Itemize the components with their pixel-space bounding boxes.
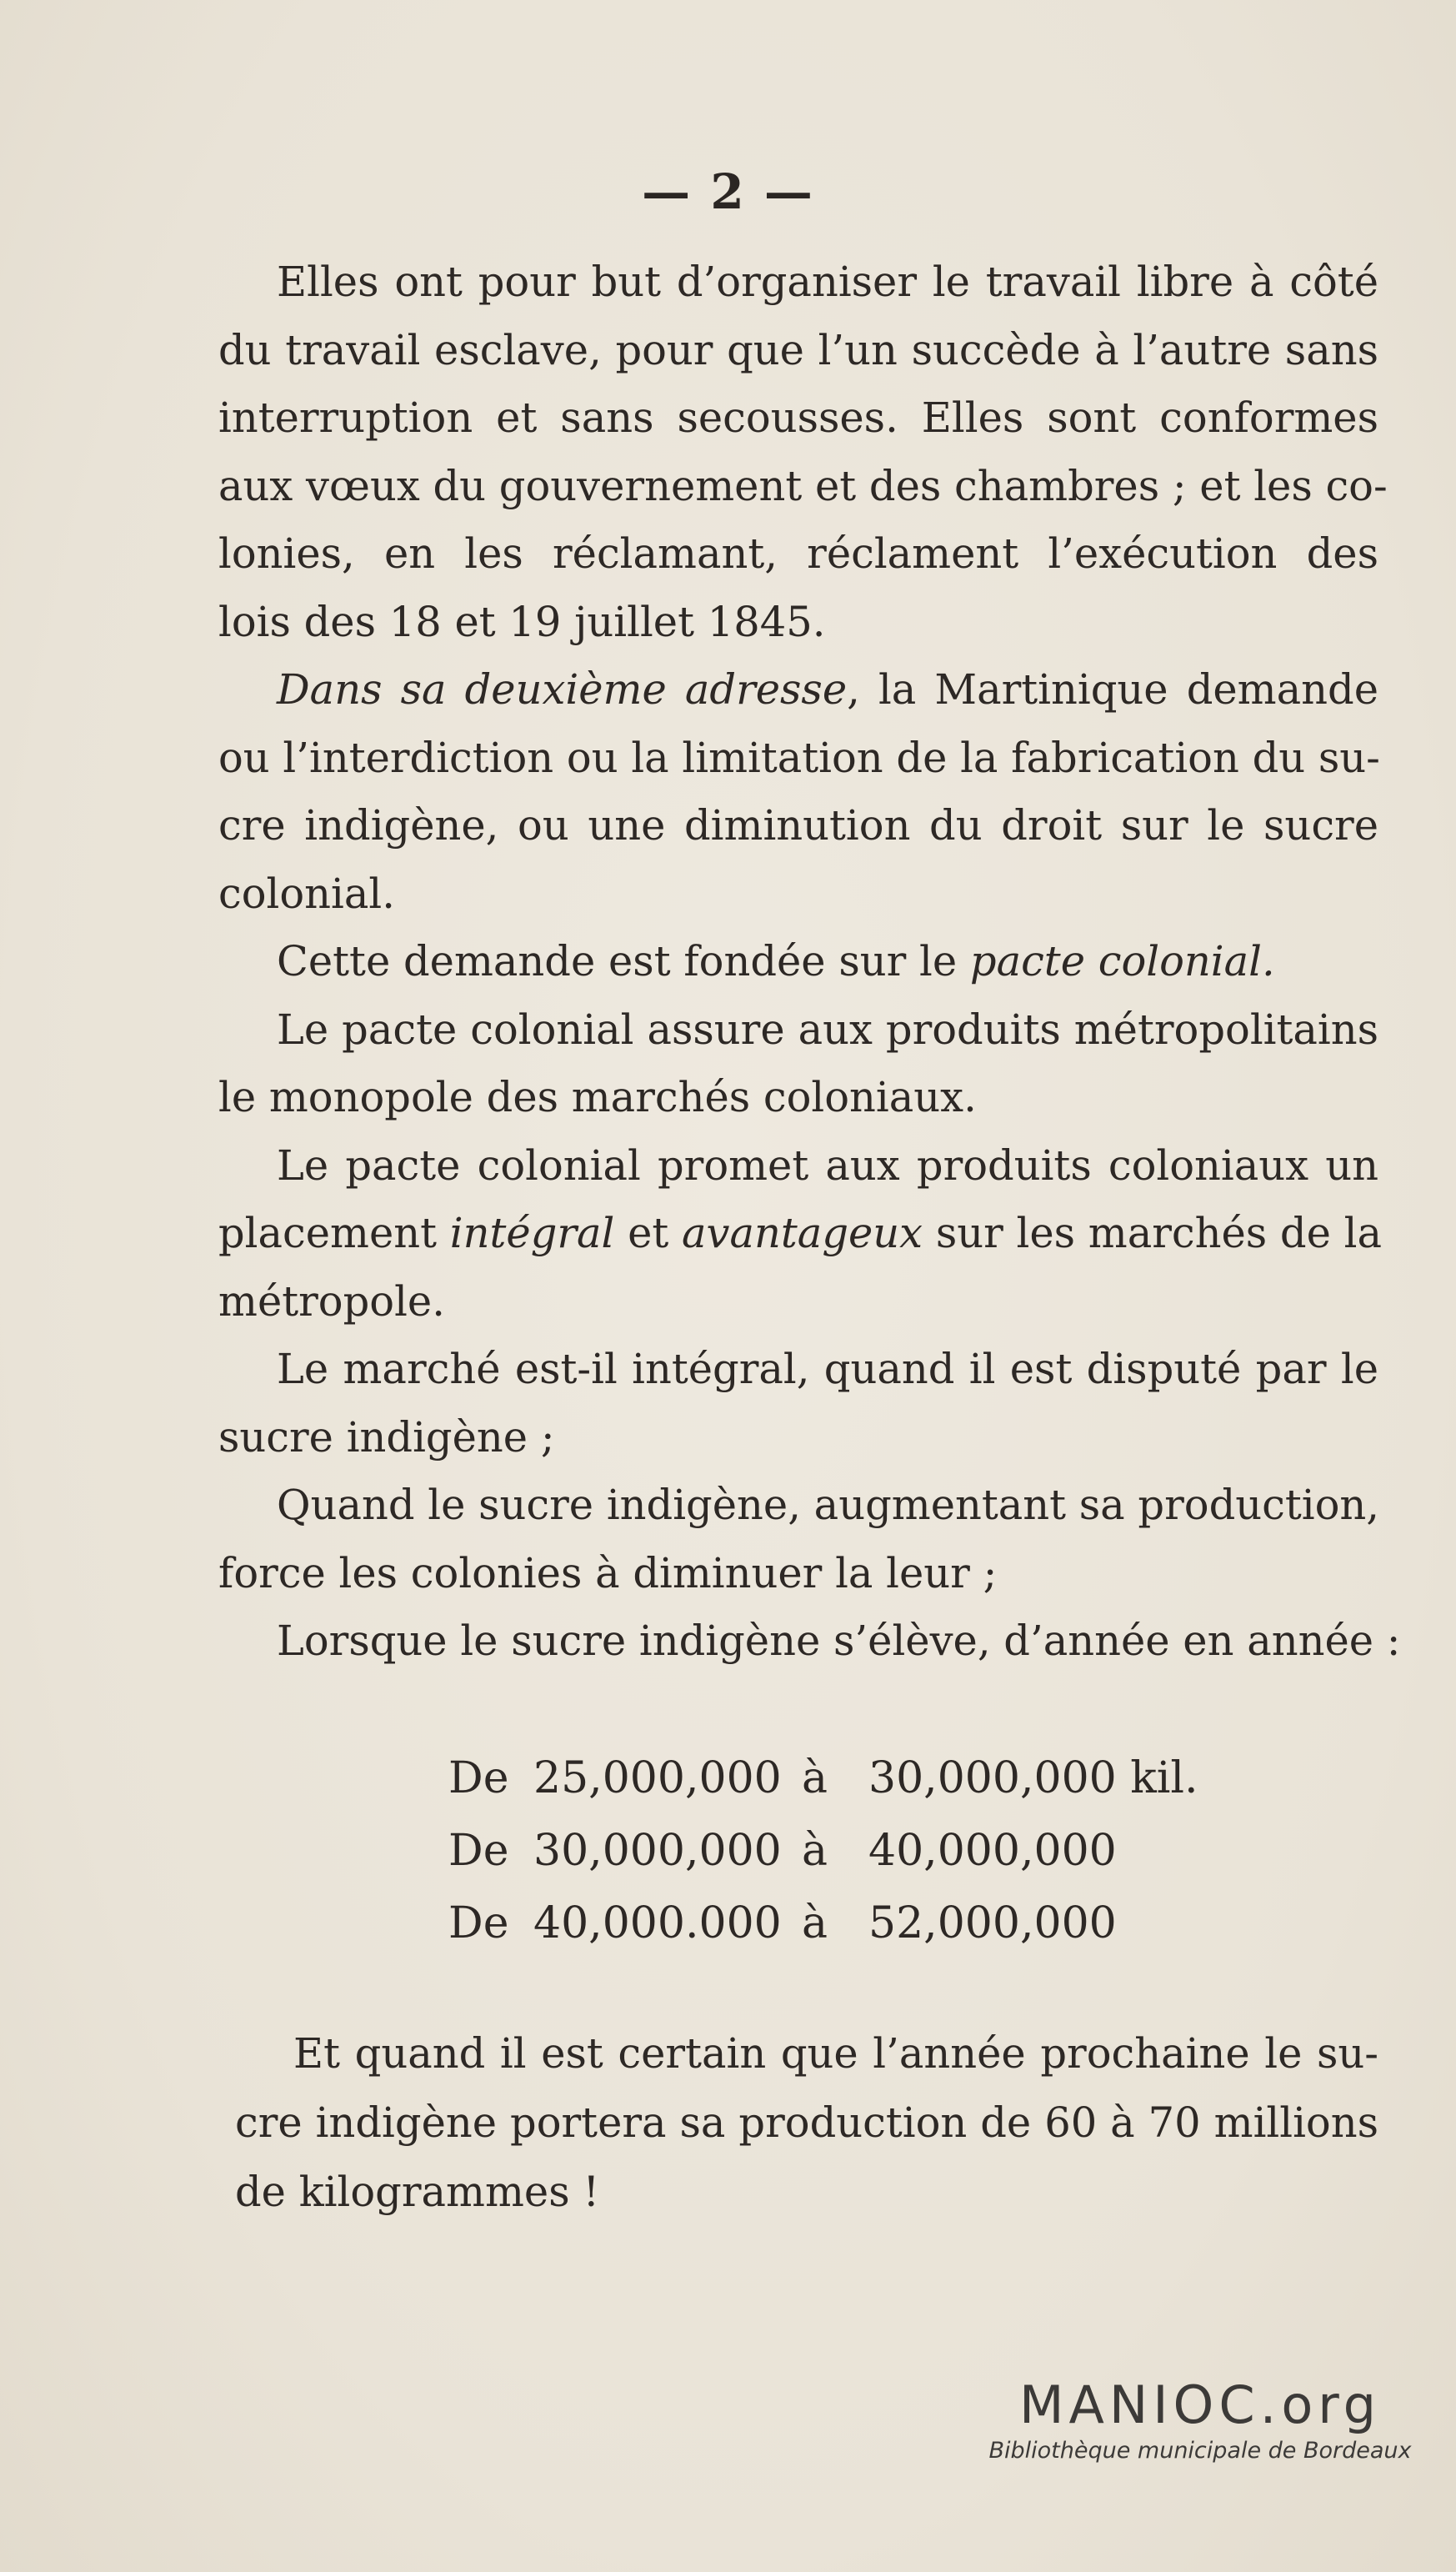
paragraph-2 (218, 656, 1378, 928)
figure-de: De (448, 1898, 509, 1948)
text-line: colonial. (218, 869, 395, 918)
figure-de: De (448, 1826, 509, 1876)
paragraph-8 (218, 1607, 1401, 1676)
text-fragment: Cette demande est fondée sur le (277, 937, 970, 985)
figure-a: à (802, 1898, 828, 1948)
paragraph-1 (218, 248, 1388, 656)
text-line: cre indigène, ou une diminution du droit sur le sucre (218, 801, 1378, 850)
paragraph-3 (218, 928, 1378, 996)
text-line: sucre indigène ; (218, 1412, 555, 1461)
text-line: métropole. (218, 1276, 445, 1326)
figure-row (448, 1888, 1198, 1960)
paragraph-9 (235, 2019, 1378, 2227)
figure-from: 30,000,000 (533, 1826, 782, 1876)
text-line: Quand le sucre indigène, augmentant sa production, (277, 1481, 1380, 1529)
manioc-watermark (983, 2376, 1417, 2468)
italic-phrase: pacte colonial. (969, 937, 1275, 985)
figure-row (448, 1742, 1198, 1815)
text-fragment: , la Martinique demande (847, 665, 1378, 714)
paragraph-5 (218, 1132, 1382, 1336)
figure-from: 40,000.000 (533, 1898, 782, 1948)
paragraph-6 (218, 1336, 1378, 1472)
paragraph-7 (218, 1472, 1378, 1607)
text-line (160, 1200, 1382, 1268)
text-fragment: sur les marchés de la (923, 1209, 1382, 1257)
figure-to: 30,000,000 kil. (868, 1753, 1198, 1803)
closing-paragraph (235, 2019, 1378, 2227)
text-line: lonies, en les réclamant, réclament l’exécution des (218, 529, 1378, 578)
text-line: aux vœux du gouvernement et des chambres ; et les co- (218, 461, 1388, 510)
text-line: de kilogrammes ! (235, 2168, 600, 2216)
library-credit: Bibliothèque municipale de Bordeaux (988, 2438, 1412, 2464)
text-line (218, 656, 1378, 724)
text-line: interruption et sans secousses. Elles sont conformes (218, 394, 1378, 442)
text-line: ou l’interdiction ou la limitation de la fabrication du su- (218, 733, 1380, 782)
paragraph-4 (218, 996, 1378, 1132)
figure-row (448, 1815, 1198, 1888)
text-fragment: placement (218, 1209, 450, 1257)
figure-de: De (448, 1753, 509, 1803)
text-fragment: et (614, 1209, 683, 1257)
text-line: Et quand il est certain que l’année prochaine le su- (293, 2029, 1378, 2078)
body-text (218, 248, 1401, 1676)
italic-phrase: avantageux (682, 1209, 923, 1257)
figure-to: 40,000,000 (868, 1826, 1117, 1876)
manioc-logo: MANIOC.org (1018, 2374, 1382, 2435)
production-figures (448, 1742, 1198, 1960)
italic-phrase: Dans sa deuxième adresse (277, 665, 848, 714)
text-line: Le pacte colonial assure aux produits métropolitains (277, 1005, 1378, 1054)
text-line: force les colonies à diminuer la leur ; (218, 1548, 998, 1597)
text-line: Lorsque le sucre indigène s’élève, d’année en année : (277, 1617, 1401, 1665)
text-line: cre indigène portera sa production de 60 à 70 millions (235, 2098, 1378, 2147)
text-line: Le pacte colonial promet aux produits coloniaux un (277, 1141, 1378, 1190)
italic-phrase: intégral (449, 1209, 615, 1257)
figure-a: à (802, 1753, 828, 1803)
figure-from: 25,000,000 (533, 1753, 782, 1803)
text-line: du travail esclave, pour que l’un succède à l’autre sans (218, 325, 1378, 374)
figure-to: 52,000,000 (868, 1898, 1117, 1948)
page-number: — 2 — (642, 163, 814, 220)
text-line: Elles ont pour but d’organiser le travail libre à côté (277, 258, 1378, 306)
text-line: Le marché est-il intégral, quand il est disputé par le (277, 1345, 1378, 1393)
text-line: le monopole des marchés coloniaux. (218, 1073, 977, 1121)
figure-a: à (802, 1826, 828, 1876)
text-line (218, 928, 1378, 996)
text-line: lois des 18 et 19 juillet 1845. (218, 597, 826, 646)
